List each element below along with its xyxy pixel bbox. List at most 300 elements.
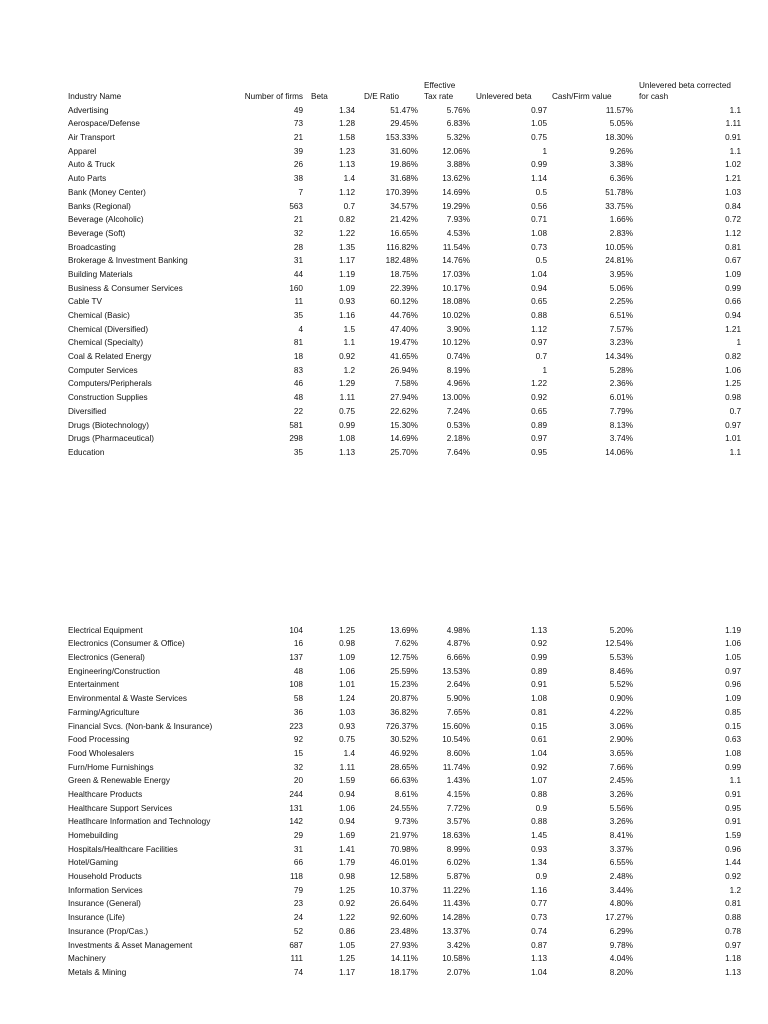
beta-cell: 1.06 [339, 666, 355, 676]
table-row [0, 732, 768, 746]
cash-firm-value-cell: 3.26% [609, 817, 633, 827]
beta-cell: 1.34 [339, 105, 355, 115]
table-row [0, 951, 768, 965]
tax-rate-cell: 5.76% [446, 105, 470, 115]
row-margin [741, 212, 768, 226]
unlevered-beta-cell: 0.89 [531, 420, 547, 430]
unlevered-beta-corrected-cell: 0.96 [725, 680, 741, 690]
unlevered-beta-corrected-cell: 1.2 [729, 885, 741, 895]
de-ratio-cell: 20.87% [390, 694, 418, 704]
tax-rate-cell: 14.76% [442, 256, 470, 266]
de-ratio-cell: 60.12% [390, 297, 418, 307]
unlevered-beta-cell: 0.9 [535, 803, 547, 813]
table-row [0, 376, 768, 390]
number-of-firms-cell: 111 [290, 954, 303, 964]
cash-firm-value-cell: 17.27% [605, 913, 633, 923]
table-row [0, 129, 768, 143]
unlevered-beta-cell: 0.75 [531, 133, 547, 143]
number-of-firms-cell: 23 [293, 899, 303, 909]
row-margin [741, 909, 768, 923]
unlevered-beta-cell: 0.97 [531, 105, 547, 115]
tax-rate-cell: 14.69% [442, 187, 470, 197]
row-margin [0, 841, 68, 855]
unlevered-beta-cell: 0.87 [531, 940, 547, 950]
unlevered-beta-cell: 0.88 [531, 311, 547, 320]
row-margin [0, 431, 68, 445]
tax-rate-cell: 2.64% [446, 680, 470, 690]
cash-firm-value-cell: 3.38% [609, 160, 633, 170]
table-row [0, 280, 768, 294]
number-of-firms-cell: 223 [289, 721, 303, 731]
industry-name-cell: Advertising [68, 105, 109, 115]
number-of-firms-cell: 11 [294, 297, 303, 307]
row-margin [741, 759, 768, 773]
row-margin [0, 376, 68, 390]
table-row [0, 677, 768, 691]
table-row [0, 266, 768, 280]
industry-name-cell: Household Products [68, 872, 142, 882]
industry-name-cell: Beverage (Alcoholic) [68, 215, 144, 225]
de-ratio-cell: 25.70% [390, 447, 418, 457]
industry-name-cell: Machinery [68, 954, 106, 964]
row-margin [0, 389, 68, 403]
row-margin [741, 649, 768, 663]
industry-name-cell: Heatlhcare Information and Technology [68, 817, 211, 827]
cash-firm-value-cell: 5.56% [609, 803, 633, 813]
table-body-part2 [0, 622, 768, 978]
industry-name-cell: Entertainment [68, 680, 119, 690]
unlevered-beta-corrected-cell: 0.67 [725, 256, 741, 266]
number-of-firms-cell: 26 [293, 160, 303, 170]
de-ratio-cell: 51.47% [390, 105, 418, 115]
beta-cell: 0.86 [339, 926, 355, 936]
table-row [0, 198, 768, 212]
number-of-firms-cell: 83 [293, 365, 303, 375]
tax-rate-cell: 13.53% [442, 666, 470, 676]
number-of-firms-cell: 4 [298, 324, 303, 334]
unlevered-beta-cell: 0.95 [531, 447, 547, 457]
row-margin [741, 321, 768, 335]
number-of-firms-cell: 31 [293, 844, 303, 854]
beta-cell: 1.17 [339, 967, 355, 977]
unlevered-beta-cell: 1.13 [531, 954, 547, 964]
number-of-firms-cell: 244 [289, 789, 303, 799]
tax-rate-cell: 4.87% [446, 639, 470, 649]
industry-name-cell: Food Wholesalers [68, 748, 134, 758]
row-margin [0, 198, 68, 212]
tax-rate-cell: 0.53% [446, 420, 470, 430]
row-margin [741, 403, 768, 417]
row-margin [0, 307, 68, 321]
unlevered-beta-corrected-cell: 1.09 [725, 694, 741, 704]
number-of-firms-cell: 131 [289, 803, 303, 813]
table-row [0, 403, 768, 417]
beta-cell: 1.1 [343, 338, 355, 348]
number-of-firms-cell: 28 [293, 242, 303, 252]
row-margin [741, 841, 768, 855]
header-cash-firm-value: Cash/Firm value [552, 92, 612, 101]
industry-name-cell: Banks (Regional) [68, 201, 131, 211]
number-of-firms-cell: 15 [293, 748, 303, 758]
unlevered-beta-corrected-cell: 0.84 [725, 201, 741, 211]
beta-cell: 0.92 [339, 899, 355, 909]
unlevered-beta-corrected-cell: 0.91 [725, 817, 741, 827]
industry-name-cell: Chemical (Diversified) [68, 324, 149, 334]
row-margin [741, 622, 768, 636]
industry-name-cell: Insurance (Prop/Cas.) [68, 926, 149, 936]
beta-cell: 1.69 [339, 831, 355, 840]
unlevered-beta-cell: 0.74 [531, 926, 547, 936]
number-of-firms-cell: 35 [293, 311, 303, 320]
table-row [0, 868, 768, 882]
tax-rate-cell: 10.54% [442, 735, 470, 745]
industry-beta-table-part2 [0, 622, 768, 978]
tax-rate-cell: 5.32% [446, 133, 470, 143]
tax-rate-cell: 4.98% [446, 625, 470, 635]
tax-rate-cell: 5.87% [446, 872, 470, 882]
tax-rate-cell: 8.60% [446, 748, 470, 758]
unlevered-beta-corrected-cell: 1.25 [725, 379, 741, 389]
de-ratio-cell: 726.37% [385, 721, 418, 731]
row-margin [741, 882, 768, 896]
cash-firm-value-cell: 12.54% [605, 639, 633, 649]
cash-firm-value-cell: 14.06% [605, 447, 633, 457]
tax-rate-cell: 11.74% [442, 762, 470, 772]
row-margin [741, 362, 768, 376]
beta-cell: 1.03 [339, 707, 355, 717]
de-ratio-cell: 34.57% [390, 201, 418, 211]
number-of-firms-cell: 81 [293, 338, 303, 348]
unlevered-beta-corrected-cell: 1.59 [725, 831, 741, 840]
unlevered-beta-corrected-cell: 0.15 [725, 721, 741, 731]
row-margin [0, 745, 68, 759]
number-of-firms-cell: 39 [293, 146, 303, 156]
cash-firm-value-cell: 9.78% [609, 940, 633, 950]
tax-rate-cell: 7.64% [446, 447, 470, 457]
cash-firm-value-cell: 11.57% [605, 105, 633, 115]
beta-cell: 1.12 [339, 187, 355, 197]
unlevered-beta-cell: 0.65 [531, 406, 547, 416]
row-margin [0, 882, 68, 896]
table-row [0, 896, 768, 910]
row-margin [0, 280, 68, 294]
beta-cell: 0.92 [339, 352, 355, 362]
unlevered-beta-cell: 0.94 [531, 283, 547, 293]
unlevered-beta-cell: 0.93 [531, 844, 547, 854]
row-margin [741, 417, 768, 431]
row-margin [741, 143, 768, 157]
row-margin [741, 157, 768, 171]
de-ratio-cell: 21.97% [390, 831, 418, 840]
beta-cell: 1.23 [339, 146, 355, 156]
unlevered-beta-cell: 0.92 [531, 393, 547, 403]
unlevered-beta-cell: 0.73 [531, 242, 547, 252]
unlevered-beta-corrected-cell: 1.11 [725, 119, 741, 129]
table-row [0, 431, 768, 445]
tax-rate-cell: 10.12% [442, 338, 470, 348]
unlevered-beta-cell: 1.13 [531, 625, 547, 635]
cash-firm-value-cell: 2.25% [609, 297, 633, 307]
de-ratio-cell: 22.39% [390, 283, 418, 293]
cash-firm-value-cell: 6.51% [609, 311, 633, 320]
table-row [0, 827, 768, 841]
tax-rate-cell: 13.00% [442, 393, 470, 403]
industry-name-cell: Broadcasting [68, 242, 116, 252]
header-beta: Beta [311, 92, 328, 101]
row-margin [741, 225, 768, 239]
number-of-firms-cell: 73 [293, 119, 303, 129]
row-margin [0, 909, 68, 923]
de-ratio-cell: 18.75% [390, 269, 418, 279]
row-margin [0, 732, 68, 746]
tax-rate-cell: 13.37% [442, 926, 470, 936]
industry-name-cell: Environmental & Waste Services [68, 694, 187, 704]
tax-rate-cell: 11.54% [442, 242, 470, 252]
row-margin [741, 690, 768, 704]
number-of-firms-cell: 49 [293, 105, 303, 115]
tax-rate-cell: 3.90% [446, 324, 470, 334]
beta-cell: 1.24 [339, 694, 355, 704]
table-row [0, 389, 768, 403]
row-margin [0, 855, 68, 869]
row-margin [0, 923, 68, 937]
beta-cell: 0.93 [339, 721, 355, 731]
row-margin [741, 198, 768, 212]
de-ratio-cell: 9.73% [394, 817, 418, 827]
unlevered-beta-cell: 1.34 [531, 858, 547, 868]
cash-firm-value-cell: 2.45% [609, 776, 633, 786]
row-margin [0, 225, 68, 239]
de-ratio-cell: 14.69% [390, 434, 418, 444]
industry-name-cell: Electronics (General) [68, 653, 145, 663]
number-of-firms-cell: 21 [293, 215, 303, 225]
cash-firm-value-cell: 6.29% [609, 926, 633, 936]
number-of-firms-cell: 32 [293, 762, 303, 772]
number-of-firms-cell: 48 [293, 393, 303, 403]
row-margin [741, 129, 768, 143]
beta-cell: 1.01 [339, 680, 355, 690]
tax-rate-cell: 7.24% [446, 406, 470, 416]
industry-name-cell: Computers/Peripherals [68, 379, 152, 389]
row-margin [0, 704, 68, 718]
unlevered-beta-cell: 0.81 [531, 707, 547, 717]
unlevered-beta-corrected-cell: 0.85 [725, 707, 741, 717]
unlevered-beta-cell: 0.5 [535, 187, 547, 197]
industry-name-cell: Investments & Asset Management [68, 940, 193, 950]
unlevered-beta-corrected-cell: 1.19 [725, 625, 741, 635]
unlevered-beta-corrected-cell: 0.96 [725, 844, 741, 854]
de-ratio-cell: 92.60% [390, 913, 418, 923]
cash-firm-value-cell: 2.48% [609, 872, 633, 882]
cash-firm-value-cell: 51.78% [605, 187, 633, 197]
table-row [0, 116, 768, 130]
industry-name-cell: Drugs (Biotechnology) [68, 420, 150, 430]
cash-firm-value-cell: 10.05% [605, 242, 633, 252]
cash-firm-value-cell: 7.79% [609, 406, 633, 416]
de-ratio-cell: 15.23% [390, 680, 418, 690]
tax-rate-cell: 10.17% [442, 283, 470, 293]
table-row [0, 143, 768, 157]
cash-firm-value-cell: 24.81% [605, 256, 633, 266]
tax-rate-cell: 15.60% [442, 721, 470, 731]
unlevered-beta-cell: 1.08 [531, 694, 547, 704]
de-ratio-cell: 16.65% [390, 228, 418, 238]
row-margin [0, 102, 68, 116]
row-margin [0, 951, 68, 965]
industry-name-cell: Green & Renewable Energy [68, 776, 170, 786]
cash-firm-value-cell: 3.74% [609, 434, 633, 444]
tax-rate-cell: 17.03% [442, 269, 470, 279]
row-margin [741, 102, 768, 116]
row-margin [0, 417, 68, 431]
table-row [0, 335, 768, 349]
beta-cell: 0.99 [339, 420, 355, 430]
de-ratio-cell: 7.58% [394, 379, 418, 389]
cash-firm-value-cell: 3.95% [609, 269, 633, 279]
row-margin [0, 636, 68, 650]
de-ratio-cell: 31.68% [390, 174, 418, 184]
tax-rate-cell: 4.53% [446, 228, 470, 238]
row-margin [741, 184, 768, 198]
row-margin [0, 663, 68, 677]
number-of-firms-cell: 581 [289, 420, 303, 430]
tax-rate-cell: 13.62% [442, 174, 470, 184]
tax-rate-cell: 12.06% [442, 146, 470, 156]
number-of-firms-cell: 44 [293, 269, 303, 279]
unlevered-beta-corrected-cell: 0.91 [725, 789, 741, 799]
header-de-ratio: D/E Ratio [364, 92, 400, 101]
row-margin [741, 431, 768, 445]
row-margin [741, 964, 768, 978]
de-ratio-cell: 19.47% [390, 338, 418, 348]
unlevered-beta-cell: 0.56 [531, 201, 547, 211]
industry-name-cell: Electrical Equipment [68, 625, 143, 635]
cash-firm-value-cell: 4.80% [609, 899, 633, 909]
number-of-firms-cell: 31 [293, 256, 303, 266]
cash-firm-value-cell: 7.66% [609, 762, 633, 772]
unlevered-beta-corrected-cell: 1.44 [725, 858, 741, 868]
unlevered-beta-corrected-cell: 1.06 [725, 639, 741, 649]
unlevered-beta-cell: 0.61 [531, 735, 547, 745]
cash-firm-value-cell: 5.52% [609, 680, 633, 690]
unlevered-beta-cell: 0.73 [531, 913, 547, 923]
beta-cell: 1.2 [343, 365, 355, 375]
unlevered-beta-cell: 0.97 [531, 338, 547, 348]
tax-rate-cell: 3.57% [446, 817, 470, 827]
unlevered-beta-corrected-cell: 1.09 [725, 269, 741, 279]
row-margin [741, 704, 768, 718]
cash-firm-value-cell: 14.34% [605, 352, 633, 362]
beta-cell: 1.59 [339, 776, 355, 786]
de-ratio-cell: 153.33% [385, 133, 418, 143]
beta-cell: 1.19 [339, 269, 355, 279]
table-row [0, 417, 768, 431]
de-ratio-cell: 14.11% [390, 954, 418, 964]
row-margin [0, 184, 68, 198]
row-margin [741, 294, 768, 308]
table-row [0, 307, 768, 321]
unlevered-beta-cell: 1.08 [531, 228, 547, 238]
cash-firm-value-cell: 3.06% [609, 721, 633, 731]
beta-cell: 1.13 [339, 447, 355, 457]
unlevered-beta-corrected-cell: 1.02 [725, 160, 741, 170]
beta-cell: 1.22 [339, 228, 355, 238]
industry-name-cell: Financial Svcs. (Non-bank & Insurance) [68, 721, 213, 731]
tax-rate-cell: 18.63% [442, 831, 470, 840]
de-ratio-cell: 8.61% [394, 789, 418, 799]
row-margin [741, 444, 768, 458]
beta-cell: 1.25 [339, 885, 355, 895]
industry-name-cell: Business & Consumer Services [68, 283, 183, 293]
cash-firm-value-cell: 33.75% [605, 201, 633, 211]
number-of-firms-cell: 46 [293, 379, 303, 389]
de-ratio-cell: 116.82% [386, 242, 418, 252]
row-margin [0, 677, 68, 691]
industry-name-cell: Healthcare Support Services [68, 803, 173, 813]
row-margin [0, 348, 68, 362]
de-ratio-cell: 70.98% [390, 844, 418, 854]
cash-firm-value-cell: 3.44% [609, 885, 633, 895]
cash-firm-value-cell: 6.36% [609, 174, 633, 184]
beta-cell: 1.05 [339, 940, 355, 950]
table-body-part1 [0, 102, 768, 458]
header-row [0, 80, 768, 102]
header-unlevered-beta: Unlevered beta [476, 92, 532, 101]
number-of-firms-cell: 58 [293, 694, 303, 704]
unlevered-beta-corrected-cell: 1.1 [729, 105, 741, 115]
unlevered-beta-corrected-cell: 1.03 [725, 187, 741, 197]
industry-name-cell: Air Transport [68, 133, 115, 143]
table-row [0, 622, 768, 636]
row-margin [0, 239, 68, 253]
tax-rate-cell: 4.15% [446, 789, 470, 799]
table-row [0, 745, 768, 759]
tax-rate-cell: 18.08% [442, 297, 470, 307]
de-ratio-cell: 24.55% [390, 803, 418, 813]
cash-firm-value-cell: 8.46% [609, 666, 633, 676]
industry-name-cell: Auto & Truck [68, 160, 115, 170]
row-margin [0, 649, 68, 663]
unlevered-beta-corrected-cell: 1.1 [729, 776, 741, 786]
unlevered-beta-corrected-cell: 1.08 [725, 748, 741, 758]
table-row [0, 253, 768, 267]
number-of-firms-cell: 108 [289, 680, 303, 690]
row-margin [0, 335, 68, 349]
beta-cell: 1.08 [339, 434, 355, 444]
unlevered-beta-cell: 1.04 [531, 269, 547, 279]
industry-name-cell: Chemical (Basic) [68, 311, 130, 320]
table-row [0, 184, 768, 198]
unlevered-beta-corrected-cell: 0.94 [725, 311, 741, 320]
table-row [0, 800, 768, 814]
beta-cell: 0.82 [339, 215, 355, 225]
cash-firm-value-cell: 3.65% [609, 748, 633, 758]
row-margin [741, 745, 768, 759]
unlevered-beta-cell: 1.04 [531, 748, 547, 758]
table-row [0, 704, 768, 718]
industry-name-cell: Metals & Mining [68, 967, 127, 977]
unlevered-beta-cell: 0.99 [531, 653, 547, 663]
table-row [0, 225, 768, 239]
cash-firm-value-cell: 5.05% [609, 119, 633, 129]
table-row [0, 636, 768, 650]
de-ratio-cell: 23.48% [390, 926, 418, 936]
tax-rate-cell: 10.02% [442, 311, 470, 320]
de-ratio-cell: 36.82% [390, 707, 418, 717]
number-of-firms-cell: 79 [293, 885, 303, 895]
number-of-firms-cell: 20 [293, 776, 303, 786]
unlevered-beta-corrected-cell: 0.63 [725, 735, 741, 745]
